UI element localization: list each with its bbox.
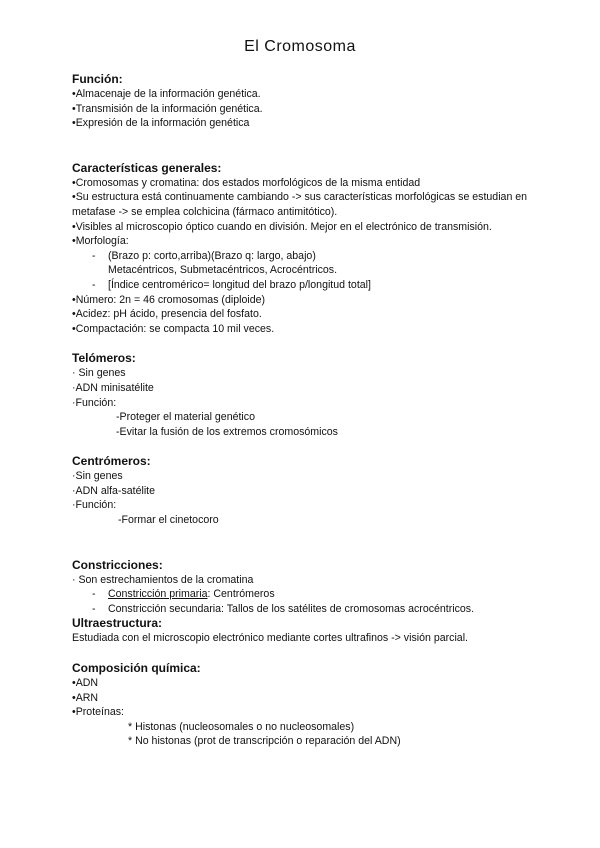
constriccion-secundaria [72, 602, 542, 617]
ultraestructura-text: Estudiada con el microscopio electrónico mediante cortes ultrafinos -> visión parcial. [72, 632, 468, 645]
caracteristicas-item: •Morfología: [72, 235, 129, 248]
telomeros-item: ·Función: [72, 396, 117, 409]
centromeros-item: ·Sin genes [72, 470, 123, 483]
morfologia-line: Metacéntricos, Submetacéntricos, Acrocéntricos. [108, 264, 338, 277]
funcion-item: •Transmisión de la información genética. [72, 102, 263, 115]
telomeros-subitem: -Evitar la fusión de los extremos cromosómicos [116, 425, 338, 438]
centromeros-subitem: -Formar el cinetocoro [118, 514, 219, 527]
constriccion-secundaria-text: Constricción secundaria: Tallos de los satélites de cromosomas acrocéntricos. [108, 602, 475, 615]
funcion-item: •Almacenaje de la información genética. [72, 88, 261, 100]
funcion-item: •Expresión de la información genética [72, 117, 250, 130]
dash-bullet: - [92, 588, 96, 601]
composicion-subitem: * Histonas (nucleosomales o no nucleosomales) [128, 720, 355, 733]
telomeros-subitem: -Proteger el material genético [116, 411, 255, 424]
dash-bullet: - [92, 602, 96, 615]
dash-bullet: - [92, 278, 96, 291]
telomeros-item: ·ADN minisatélite [72, 381, 154, 394]
heading-funcion: Función: [72, 72, 123, 86]
composicion-subitem: * No histonas (prot de transcripción o reparación del ADN) [128, 735, 401, 748]
constriccion-primaria [72, 587, 542, 602]
heading-caracteristicas: Características generales: [72, 160, 222, 175]
caracteristicas-item: •Compactación: se compacta 10 mil veces. [72, 322, 275, 335]
caracteristicas-item: •Cromosomas y cromatina: dos estados morfológicos de la misma entidad [72, 176, 421, 189]
composicion-item: •ADN [72, 677, 99, 690]
caracteristicas-item: •Acidez: pH ácido, presencia del fosfato. [72, 308, 262, 321]
telomeros-item: · Sin genes [72, 367, 126, 380]
constriccion-primaria-text: : Centrómeros [207, 588, 275, 601]
heading-constricciones: Constricciones: [72, 557, 163, 572]
composicion-item: •Proteínas: [72, 706, 124, 719]
heading-centromeros: Centrómeros: [72, 454, 151, 469]
caracteristicas-item: •Número: 2n = 46 cromosomas (diploide) [72, 293, 266, 306]
morfologia-line [72, 249, 542, 264]
caracteristicas-item: •Su estructura está continuamente cambiando -> sus características morfológicas se estudian en metafase -> se emplea colchicina (fármaco antimitótico). [72, 191, 528, 218]
composicion-item: •ARN [72, 691, 99, 704]
heading-telomeros: Telómeros: [72, 351, 136, 366]
centromeros-item: ·ADN alfa-satélite [72, 484, 156, 497]
page-title: El Cromosoma [244, 38, 356, 55]
heading-ultraestructura: Ultraestructura: [72, 616, 163, 631]
morfologia-text: (Brazo p: corto,arriba)(Brazo q: largo, abajo) [108, 249, 316, 262]
heading-composicion: Composición química: [72, 661, 201, 676]
constricciones-intro: · Son estrechamientos de la cromatina [72, 573, 254, 586]
dash-bullet: - [92, 249, 96, 262]
constriccion-primaria-label: Constricción primaria [108, 588, 208, 601]
caracteristicas-item: •Visibles al microscopio óptico cuando en división. Mejor en el electrónico de transmisión. [72, 220, 492, 233]
morfologia-line [72, 278, 542, 293]
centromeros-item: ·Función: [72, 499, 117, 512]
morfologia-text: [Índice centromérico= longitud del brazo p/longitud total] [108, 278, 371, 291]
document-body [72, 72, 542, 749]
